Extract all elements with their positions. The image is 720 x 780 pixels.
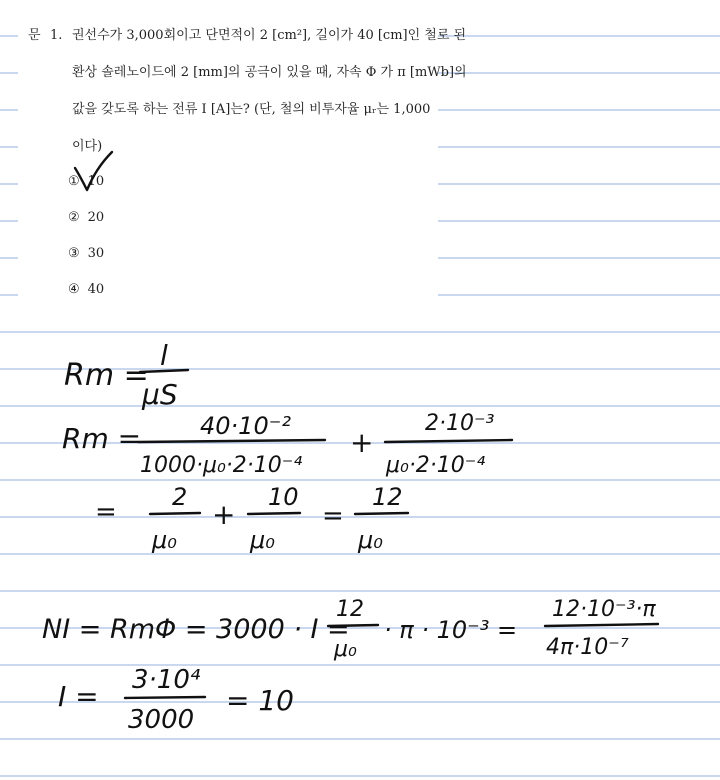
option-1-number: ① xyxy=(68,174,80,189)
hw-line5-fraction-bar xyxy=(125,697,205,698)
hw-line2-frac1-bar xyxy=(138,440,325,442)
hw-line1-den: μS xyxy=(142,378,178,411)
question-marker: 문 xyxy=(28,28,41,43)
hw-line4-mid: · π · 10⁻³ = xyxy=(384,616,518,644)
hw-line1-lhs: Rm = xyxy=(64,358,149,393)
question-line-3: 값을 갖도록 하는 전류 I [A]는? (단, 철의 비투자율 μᵣ는 1,000 xyxy=(72,102,431,117)
hw-line3-frac1-bar xyxy=(150,513,200,514)
hw-line3-plus: + xyxy=(212,498,236,531)
hw-line4-lhs: NI = RmΦ = 3000 · I = xyxy=(42,614,350,645)
hw-line2-plus: + xyxy=(350,426,374,459)
hw-line4-frac1-num: 12 xyxy=(336,597,364,622)
hw-line3-frac2-bar xyxy=(248,513,300,514)
hw-line4-frac2-den: 4π·10⁻⁷ xyxy=(546,635,629,660)
hw-line4-frac1-bar xyxy=(328,625,378,626)
hw-line3-frac1-den: μ₀ xyxy=(152,526,177,554)
hw-line3-eq2: = xyxy=(322,501,344,531)
hw-line5-lhs: I = xyxy=(58,680,99,713)
option-1-value: 10 xyxy=(87,174,105,189)
question-number: 1. xyxy=(50,28,63,43)
option-2-number: ② xyxy=(68,210,80,225)
hw-line1-num: l xyxy=(160,339,168,372)
hw-line2-frac2-num: 2·10⁻³ xyxy=(425,411,495,436)
hw-line2-frac1-den: 1000·μ₀·2·10⁻⁴ xyxy=(140,453,303,478)
hw-line3-frac3-bar xyxy=(355,513,408,514)
hw-line3-frac1-num: 2 xyxy=(172,483,188,511)
hw-line3-eq: = xyxy=(95,497,117,527)
hw-line5-frac-den: 3000 xyxy=(128,705,195,735)
option-3-number: ③ xyxy=(68,246,80,261)
hw-line5-rhs: = 10 xyxy=(226,684,294,717)
question-line-1: 권선수가 3,000회이고 단면적이 2 [cm²], 길이가 40 [cm]인 철로 된 xyxy=(72,28,467,43)
question-line-2: 환상 솔레노이드에 2 [mm]의 공극이 있을 때, 자속 Φ 가 π [mWb]의 xyxy=(72,65,467,80)
option-2-value: 20 xyxy=(87,210,105,225)
hw-line2-lhs: Rm = xyxy=(62,422,142,455)
hw-line2-frac2-bar xyxy=(385,440,512,442)
hw-line2-frac2-den: μ₀·2·10⁻⁴ xyxy=(386,453,486,478)
hw-line3-frac3-den: μ₀ xyxy=(358,526,383,554)
hw-line4-frac1-den: μ₀ xyxy=(334,637,357,662)
option-3-value: 30 xyxy=(87,246,105,261)
hw-line3-frac2-num: 10 xyxy=(268,483,299,511)
checkmark-icon xyxy=(75,152,112,190)
question-line-4: 이다) xyxy=(72,139,103,154)
hw-line2-frac1-num: 40·10⁻² xyxy=(200,412,291,440)
hw-line4-frac2-bar xyxy=(545,624,658,626)
hw-line5-frac-num: 3·10⁴ xyxy=(132,665,201,695)
hw-line3-frac3-num: 12 xyxy=(372,483,403,511)
option-4-number: ④ xyxy=(68,282,80,297)
hw-line3-frac2-den: μ₀ xyxy=(250,526,275,554)
option-4-value: 40 xyxy=(87,282,105,297)
hw-line4-frac2-num: 12·10⁻³·π xyxy=(552,597,656,622)
